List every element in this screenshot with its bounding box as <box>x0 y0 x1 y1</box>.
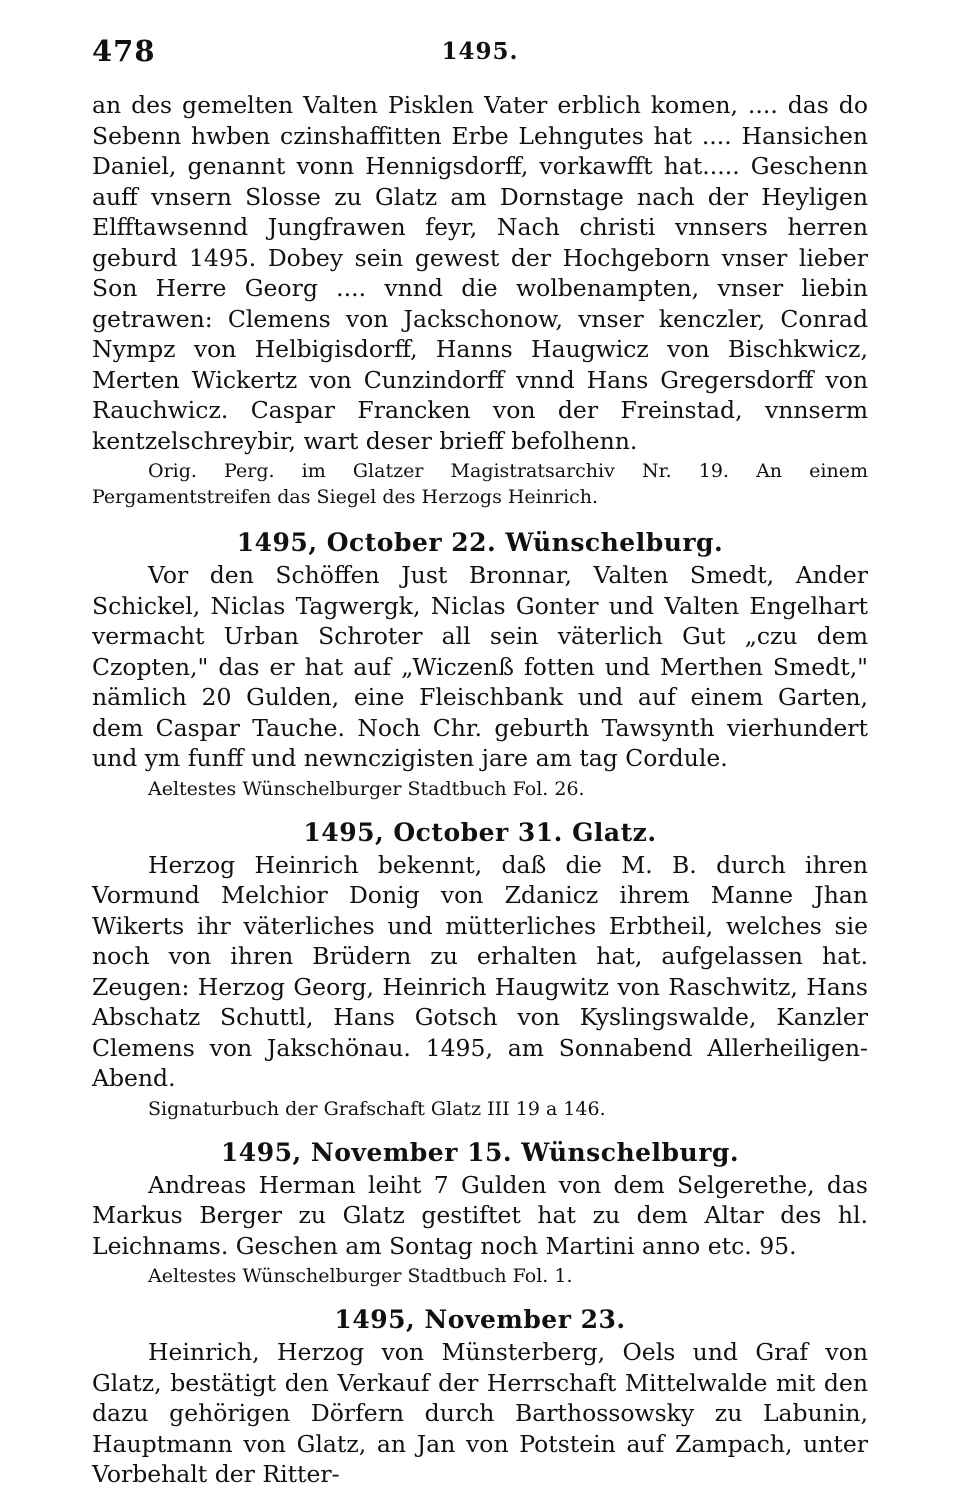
entry-1495-11-23 <box>92 1303 868 1490</box>
entry-body: Heinrich, Herzog von Münsterberg, Oels und Graf von Glatz, bestätigt den Verkauf der Herrschaft Mittelwalde mit den dazu gehörigen Dörfern durch Barthossowsky zu Labunin, Hauptmann von Glatz, an Jan von Potstein auf Zampach, unter Vorbehalt der Ritter- <box>92 1338 868 1488</box>
entry-heading: 1495, October 22. Wünschelburg. <box>236 528 724 557</box>
entry-body: Vor den Schöffen Just Bronnar, Valten Smedt, Ander Schickel, Niclas Tagwergk, Niclas Gonter und Valten Engelhart vermacht Urban Schroter all sein väterlich Gut „czu dem Czopten," das er hat auf „Wiczenß fotten und Merthen Smedt," nämlich 20 Gulden, eine Fleischbank und auf einem Garten, dem Caspar Tauche. Noch Chr. geburth Tawsynth vierhundert und ym funff und newnczigisten jare am tag Cordule. <box>92 561 868 772</box>
entry-body: Andreas Herman leiht 7 Gulden von dem Selgerethe, das Markus Berger zu Glatz gestiftet hat zu dem Altar des hl. Leichnams. Geschen am Sontag noch Martini anno etc. 95. <box>92 1170 868 1260</box>
entry-continued <box>92 90 868 510</box>
entry-1495-11-15 <box>92 1136 868 1290</box>
entry-source: Aeltestes Wünschelburger Stadtbuch Fol. 1. <box>148 1265 573 1287</box>
entry-source: Orig. Perg. im Glatzer Magistratsarchiv Nr. 19. An einem Pergamentstreifen das Siegel des Herzogs Heinrich. <box>92 460 868 508</box>
entry-source: Aeltestes Wünschelburger Stadtbuch Fol. 26. <box>148 777 585 800</box>
entry-1495-10-31 <box>92 816 868 1122</box>
page-number: 478 <box>92 34 156 68</box>
entry-heading: 1495, November 23. <box>334 1305 626 1334</box>
entry-1495-10-22 <box>92 526 868 802</box>
entry-heading: 1495, October 31. Glatz. <box>303 817 657 847</box>
page-header <box>92 34 868 74</box>
running-year: 1495. <box>441 38 519 65</box>
entry-body: Herzog Heinrich bekennt, daß die M. B. durch ihren Vormund Melchior Donig von Zdanicz ihrem Manne Jhan Wikerts ihr väterliches und mütterliches Erbtheil, welches sie noch von ihren Brüdern zu erhalten hat, aufgelassen hat. Zeugen: Herzog Georg, Heinrich Haugwitz von Raschwitz, Hans Abschatz Schuttl, Hans Gotsch von Kyslingswalde, Kanzler Clemens von Jakschönau. 1495, am Sonnabend Allerheiligen-Abend. <box>92 850 868 1092</box>
entry-source: Signaturbuch der Grafschaft Glatz III 19 a 146. <box>148 1097 606 1120</box>
page-body <box>92 90 868 1490</box>
entry-body: an des gemelten Valten Pisklen Vater erblich komen, .... das do Sebenn hwben czinshaffitten Erbe Lehngutes hat .... Hansichen Daniel, genannt vonn Hennigsdorff, vorkawfft hat..... Geschenn auff vnsern Slosse zu Glatz am Dornstage nach der Heyligen Elfftawsennd Jungfrawen feyr, Nach christi vnnsers herren geburd 1495. Dobey sein gewest der Hochgeborn vnser lieber Son Herre Georg .... vnnd die wolbenampten, vnser liebin getrawen: Clemens von Jackschonow, vnser kenczler, Conrad Nympz von Helbigisdorff, Hanns Haugwicz von Bischkwicz, Merten Wickertz von Cunzindorff vnnd Hans Gregersdorff von Rauchwicz. Caspar Francken von der Freinstad, vnnserm kentzelschreybir, wart deser brieff befolhenn. <box>92 91 868 455</box>
entry-heading: 1495, November 15. Wünschelburg. <box>220 1137 740 1167</box>
